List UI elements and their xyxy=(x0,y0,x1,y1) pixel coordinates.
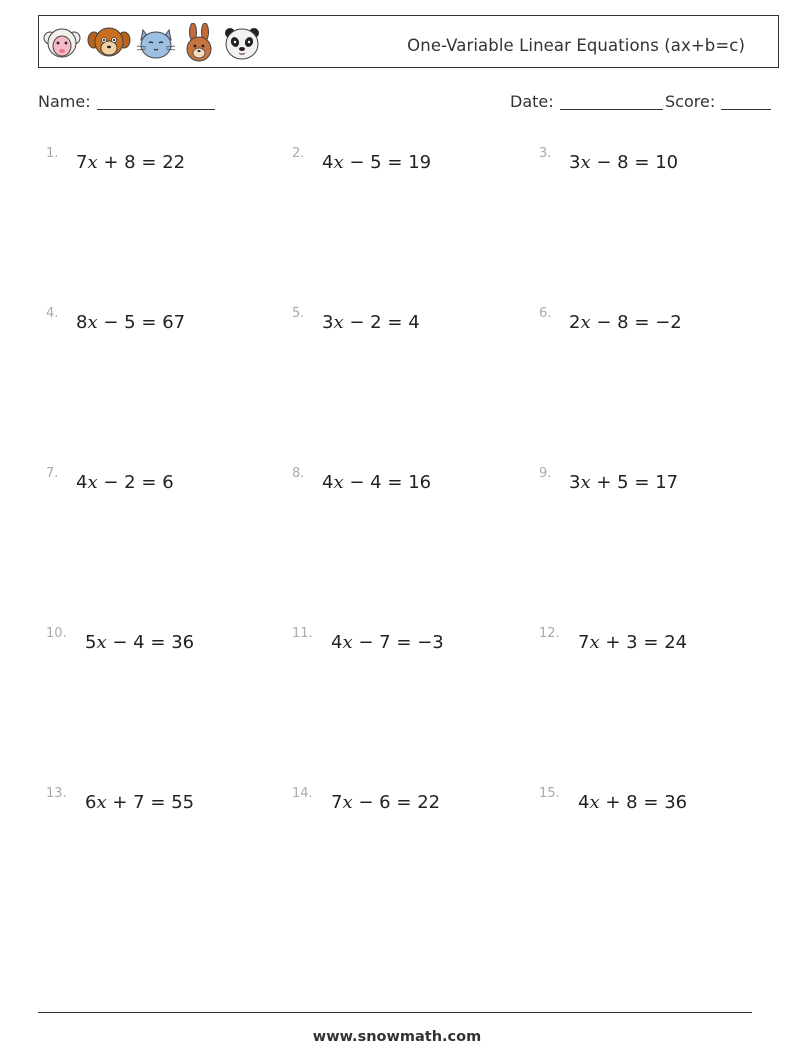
cat-icon xyxy=(135,24,177,62)
problem-number: 4. xyxy=(46,306,59,321)
problem-number: 12. xyxy=(539,626,560,641)
problem-equation: 6x + 7 = 55 xyxy=(85,792,195,813)
problem-number: 13. xyxy=(46,786,67,801)
problem-item xyxy=(46,786,286,826)
score-label: Score: xyxy=(665,92,716,111)
problem-equation: 2x − 8 = −2 xyxy=(569,312,682,333)
problem-number: 10. xyxy=(46,626,67,641)
problem-equation: 5x − 4 = 36 xyxy=(85,632,195,653)
score-blank[interactable] xyxy=(721,92,771,110)
problem-equation: 3x + 5 = 17 xyxy=(569,472,679,493)
problem-number: 9. xyxy=(539,466,552,481)
problem-equation: 4x − 7 = −3 xyxy=(331,632,444,653)
problem-item xyxy=(46,626,286,666)
date-blank[interactable] xyxy=(560,92,663,110)
problem-number: 7. xyxy=(46,466,59,481)
problem-item xyxy=(292,786,532,826)
problem-equation: 4x − 5 = 19 xyxy=(322,152,432,173)
rabbit-icon xyxy=(181,23,217,63)
problem-equation: 4x − 2 = 6 xyxy=(76,472,174,493)
date-field xyxy=(510,92,663,111)
panda-icon xyxy=(221,24,263,62)
name-field xyxy=(38,92,215,111)
monkey-icon xyxy=(87,24,131,62)
problem-number: 1. xyxy=(46,146,59,161)
problem-item xyxy=(292,146,532,186)
problem-number: 3. xyxy=(539,146,552,161)
name-label: Name: xyxy=(38,92,91,111)
problem-equation: 4x − 4 = 16 xyxy=(322,472,432,493)
problem-number: 2. xyxy=(292,146,305,161)
problem-item xyxy=(292,626,532,666)
score-field xyxy=(665,92,771,111)
problem-number: 15. xyxy=(539,786,560,801)
sheep-icon xyxy=(41,24,83,62)
worksheet-header xyxy=(38,15,779,68)
problem-equation: 3x − 8 = 10 xyxy=(569,152,679,173)
problem-number: 14. xyxy=(292,786,313,801)
problem-number: 6. xyxy=(539,306,552,321)
footer-website: www.snowmath.com xyxy=(312,1029,482,1045)
problem-number: 8. xyxy=(292,466,305,481)
problem-item xyxy=(292,466,532,506)
problem-item xyxy=(46,306,286,346)
worksheet-title: One-Variable Linear Equations (ax+b=c) xyxy=(407,36,745,55)
footer-divider xyxy=(38,1012,752,1013)
problem-item xyxy=(292,306,532,346)
problem-equation: 8x − 5 = 67 xyxy=(76,312,186,333)
problem-equation: 4x + 8 = 36 xyxy=(578,792,688,813)
problem-item xyxy=(539,626,779,666)
problem-item xyxy=(539,466,779,506)
problem-item xyxy=(46,466,286,506)
name-blank[interactable] xyxy=(97,92,215,110)
problem-item xyxy=(539,146,779,186)
problem-equation: 3x − 2 = 4 xyxy=(322,312,420,333)
problem-item xyxy=(539,306,779,346)
problem-item xyxy=(46,146,286,186)
date-label: Date: xyxy=(510,92,554,111)
problem-number: 11. xyxy=(292,626,313,641)
problem-equation: 7x − 6 = 22 xyxy=(331,792,441,813)
animal-icons-strip xyxy=(41,22,267,64)
problem-item xyxy=(539,786,779,826)
problem-number: 5. xyxy=(292,306,305,321)
problem-equation: 7x + 8 = 22 xyxy=(76,152,186,173)
problem-equation: 7x + 3 = 24 xyxy=(578,632,688,653)
